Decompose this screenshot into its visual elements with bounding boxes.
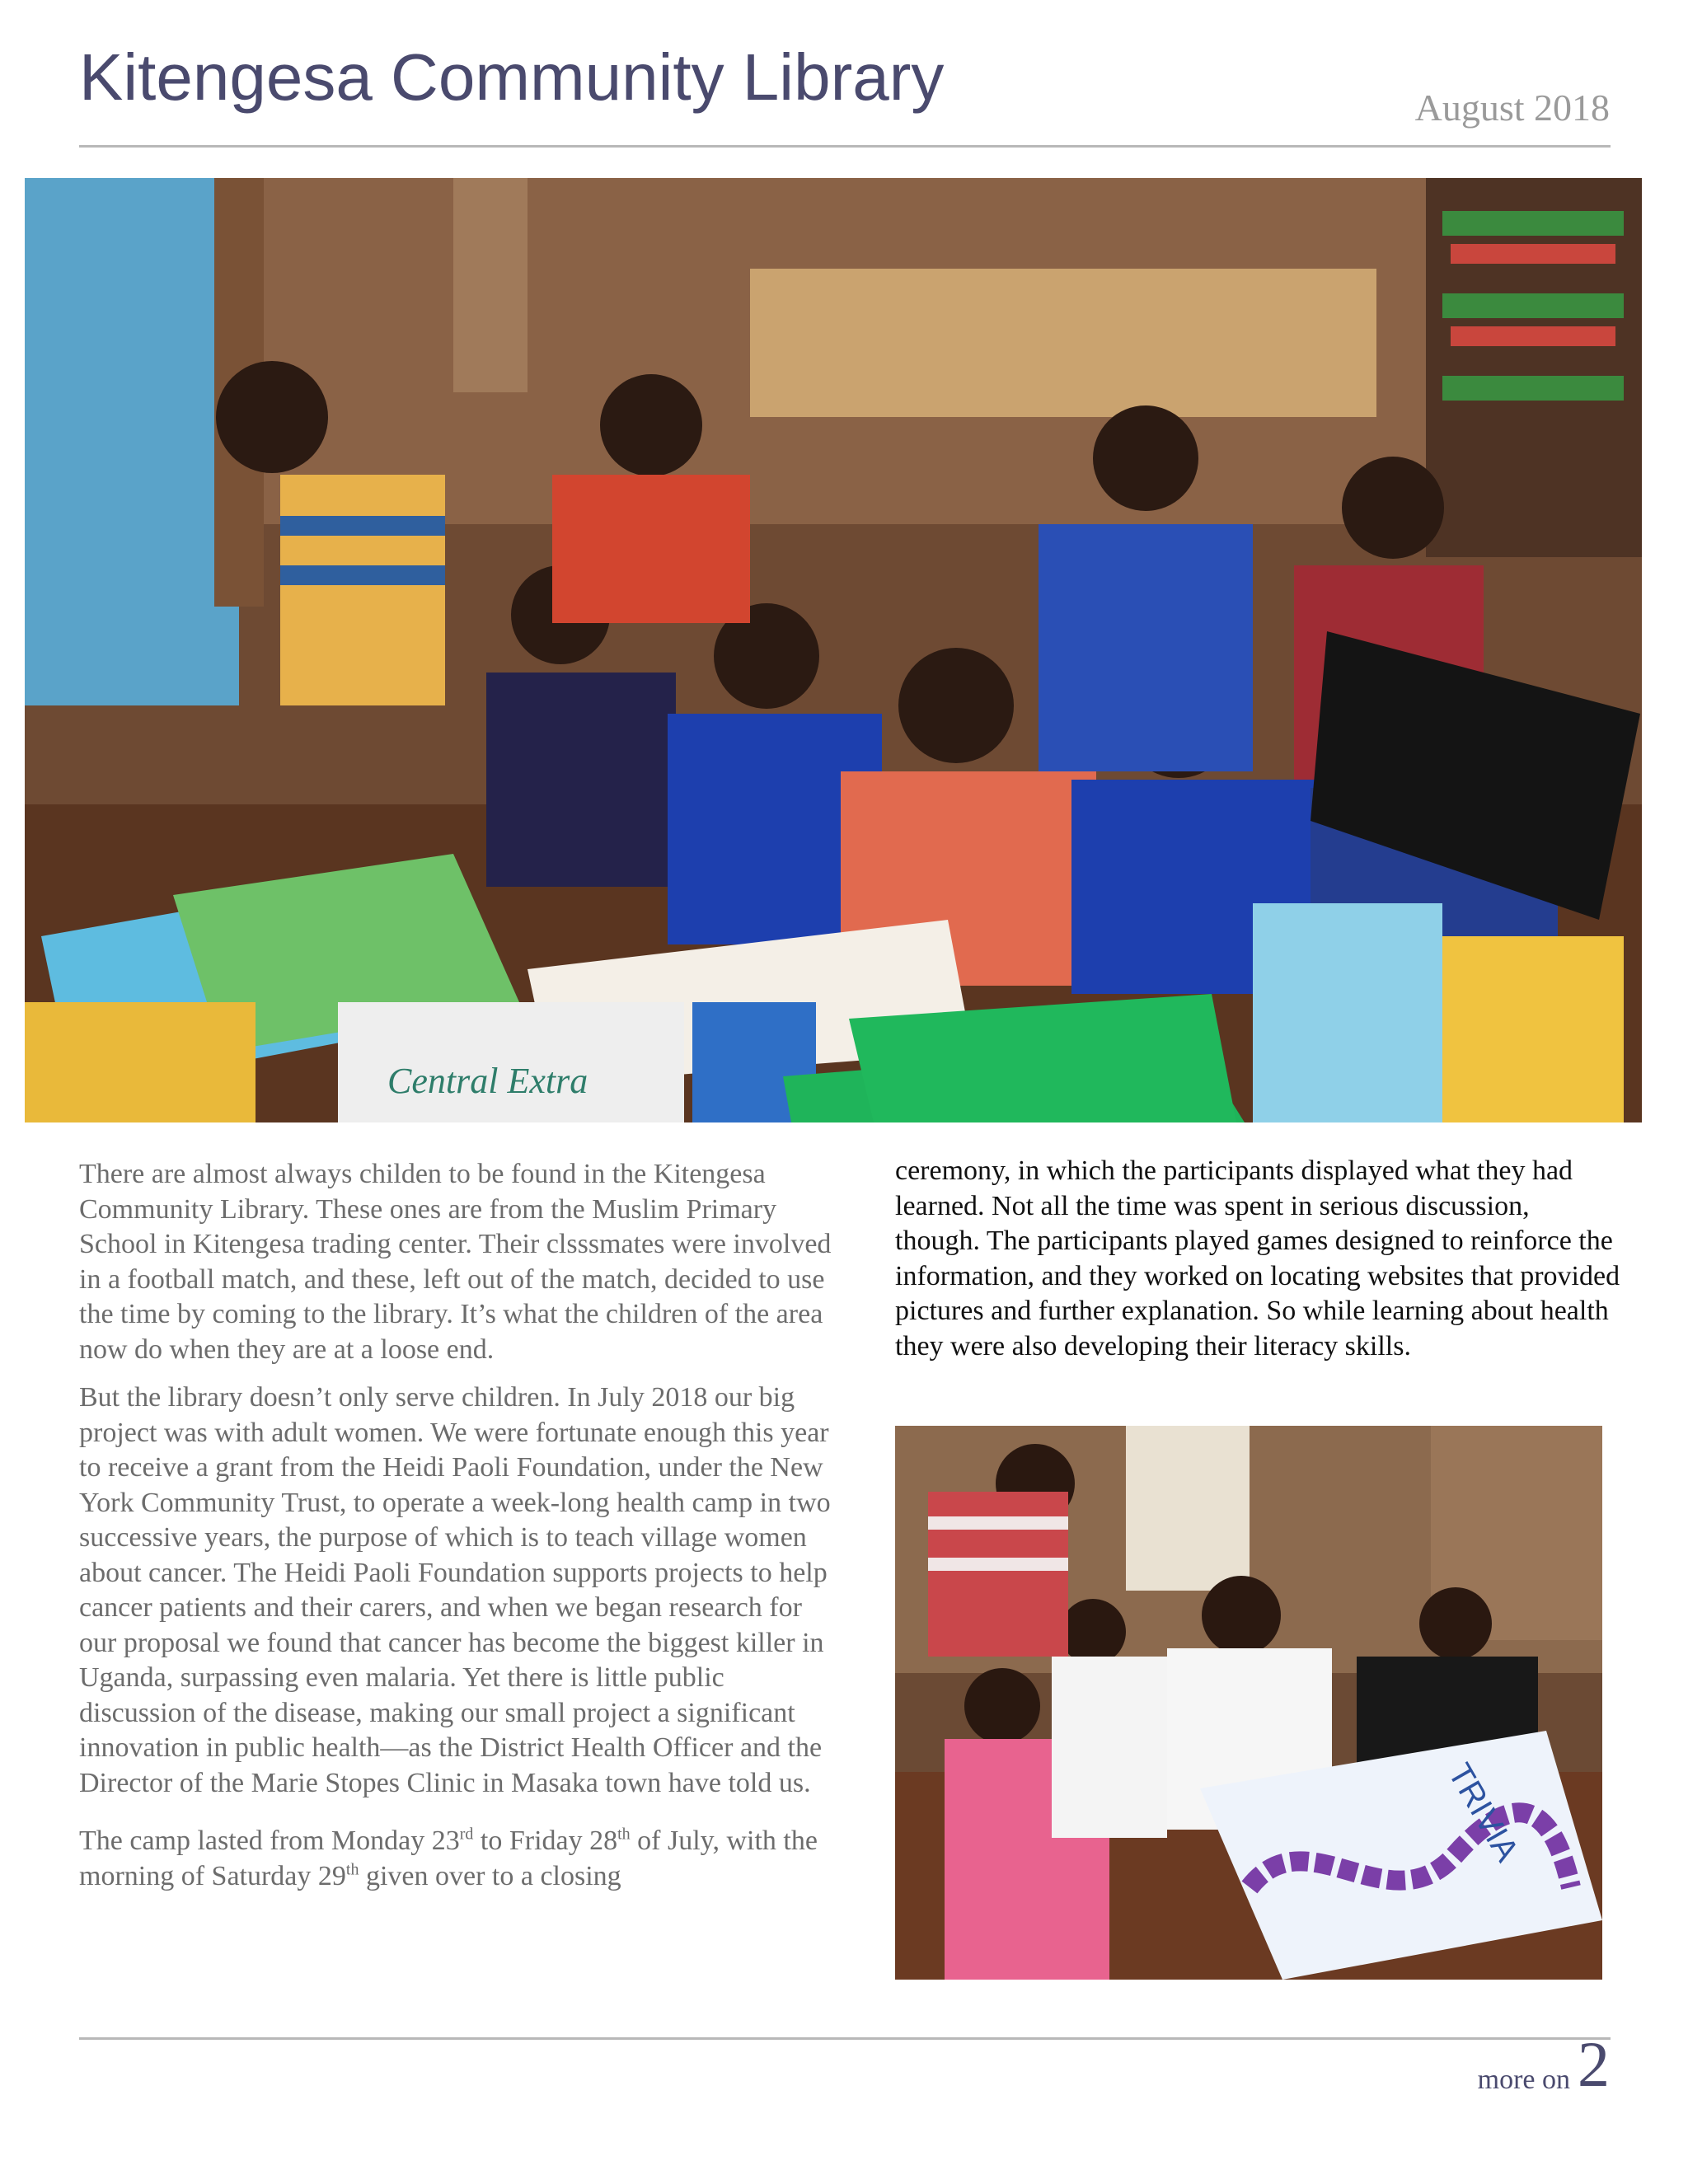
article-column-right (895, 1154, 1620, 1364)
children-reading-photo (25, 178, 1642, 1122)
article-column-left (79, 1157, 837, 1894)
issue-date: August 2018 (1414, 87, 1610, 129)
footer-divider (79, 2037, 1611, 2040)
header-divider (79, 145, 1611, 148)
newspaper-banner-text: Central Extra (387, 1061, 588, 1101)
article-paragraph-2: But the library doesn’t only serve children. In July 2018 our big project was with adult women. We were fortunate enough this year to receive a grant from the Heidi Paoli Foundation, under the New York Community Trust, to operate a week-long health camp in two successive years, the purpose of which is to teach village women about cancer. The Heidi Paoli Foundation supports projects to help cancer patients and their carers, and when we began research for our proposal we found that cancer has become the biggest killer in Uganda, surpassing even malaria. Yet there is little public discussion of the disease, making our small project a significant innovation in public health—as the District Health Officer and the Director of the Marie Stopes Clinic in Masaka town have told us. (79, 1382, 831, 1798)
article-paragraph-1: There are almost always childen to be found in the Kitengesa Community Library. These ones are from the Muslim Primary School in Kitengesa trading center. Their clsssmates were involved in a football match, and these, left out of the match, decided to use the time by coming to the library. It’s what the children of the area now do when they are at a loose end. (79, 1159, 832, 1365)
newsletter-title: Kitengesa Community Library (79, 40, 945, 114)
page-number: 2 (1578, 2028, 1610, 2100)
trivia-board-text: TRIVIA (1441, 1757, 1526, 1868)
article-paragraph-3: The camp lasted from Monday 23rd to Friday 28th of July, with the morning of Saturday 29th given over to a closing (79, 1825, 818, 1891)
article-paragraph-continued: ceremony, in which the participants displayed what they had learned. Not all the time was spent in serious discussion, though. The participants played games designed to reinforce the information, and they worked on locating websites that provided pictures and further explanation. So while learning about health they were also developing their literacy skills. (895, 1155, 1620, 1361)
continued-label: more on (1477, 2064, 1570, 2095)
trivia-game-photo (895, 1426, 1602, 1980)
